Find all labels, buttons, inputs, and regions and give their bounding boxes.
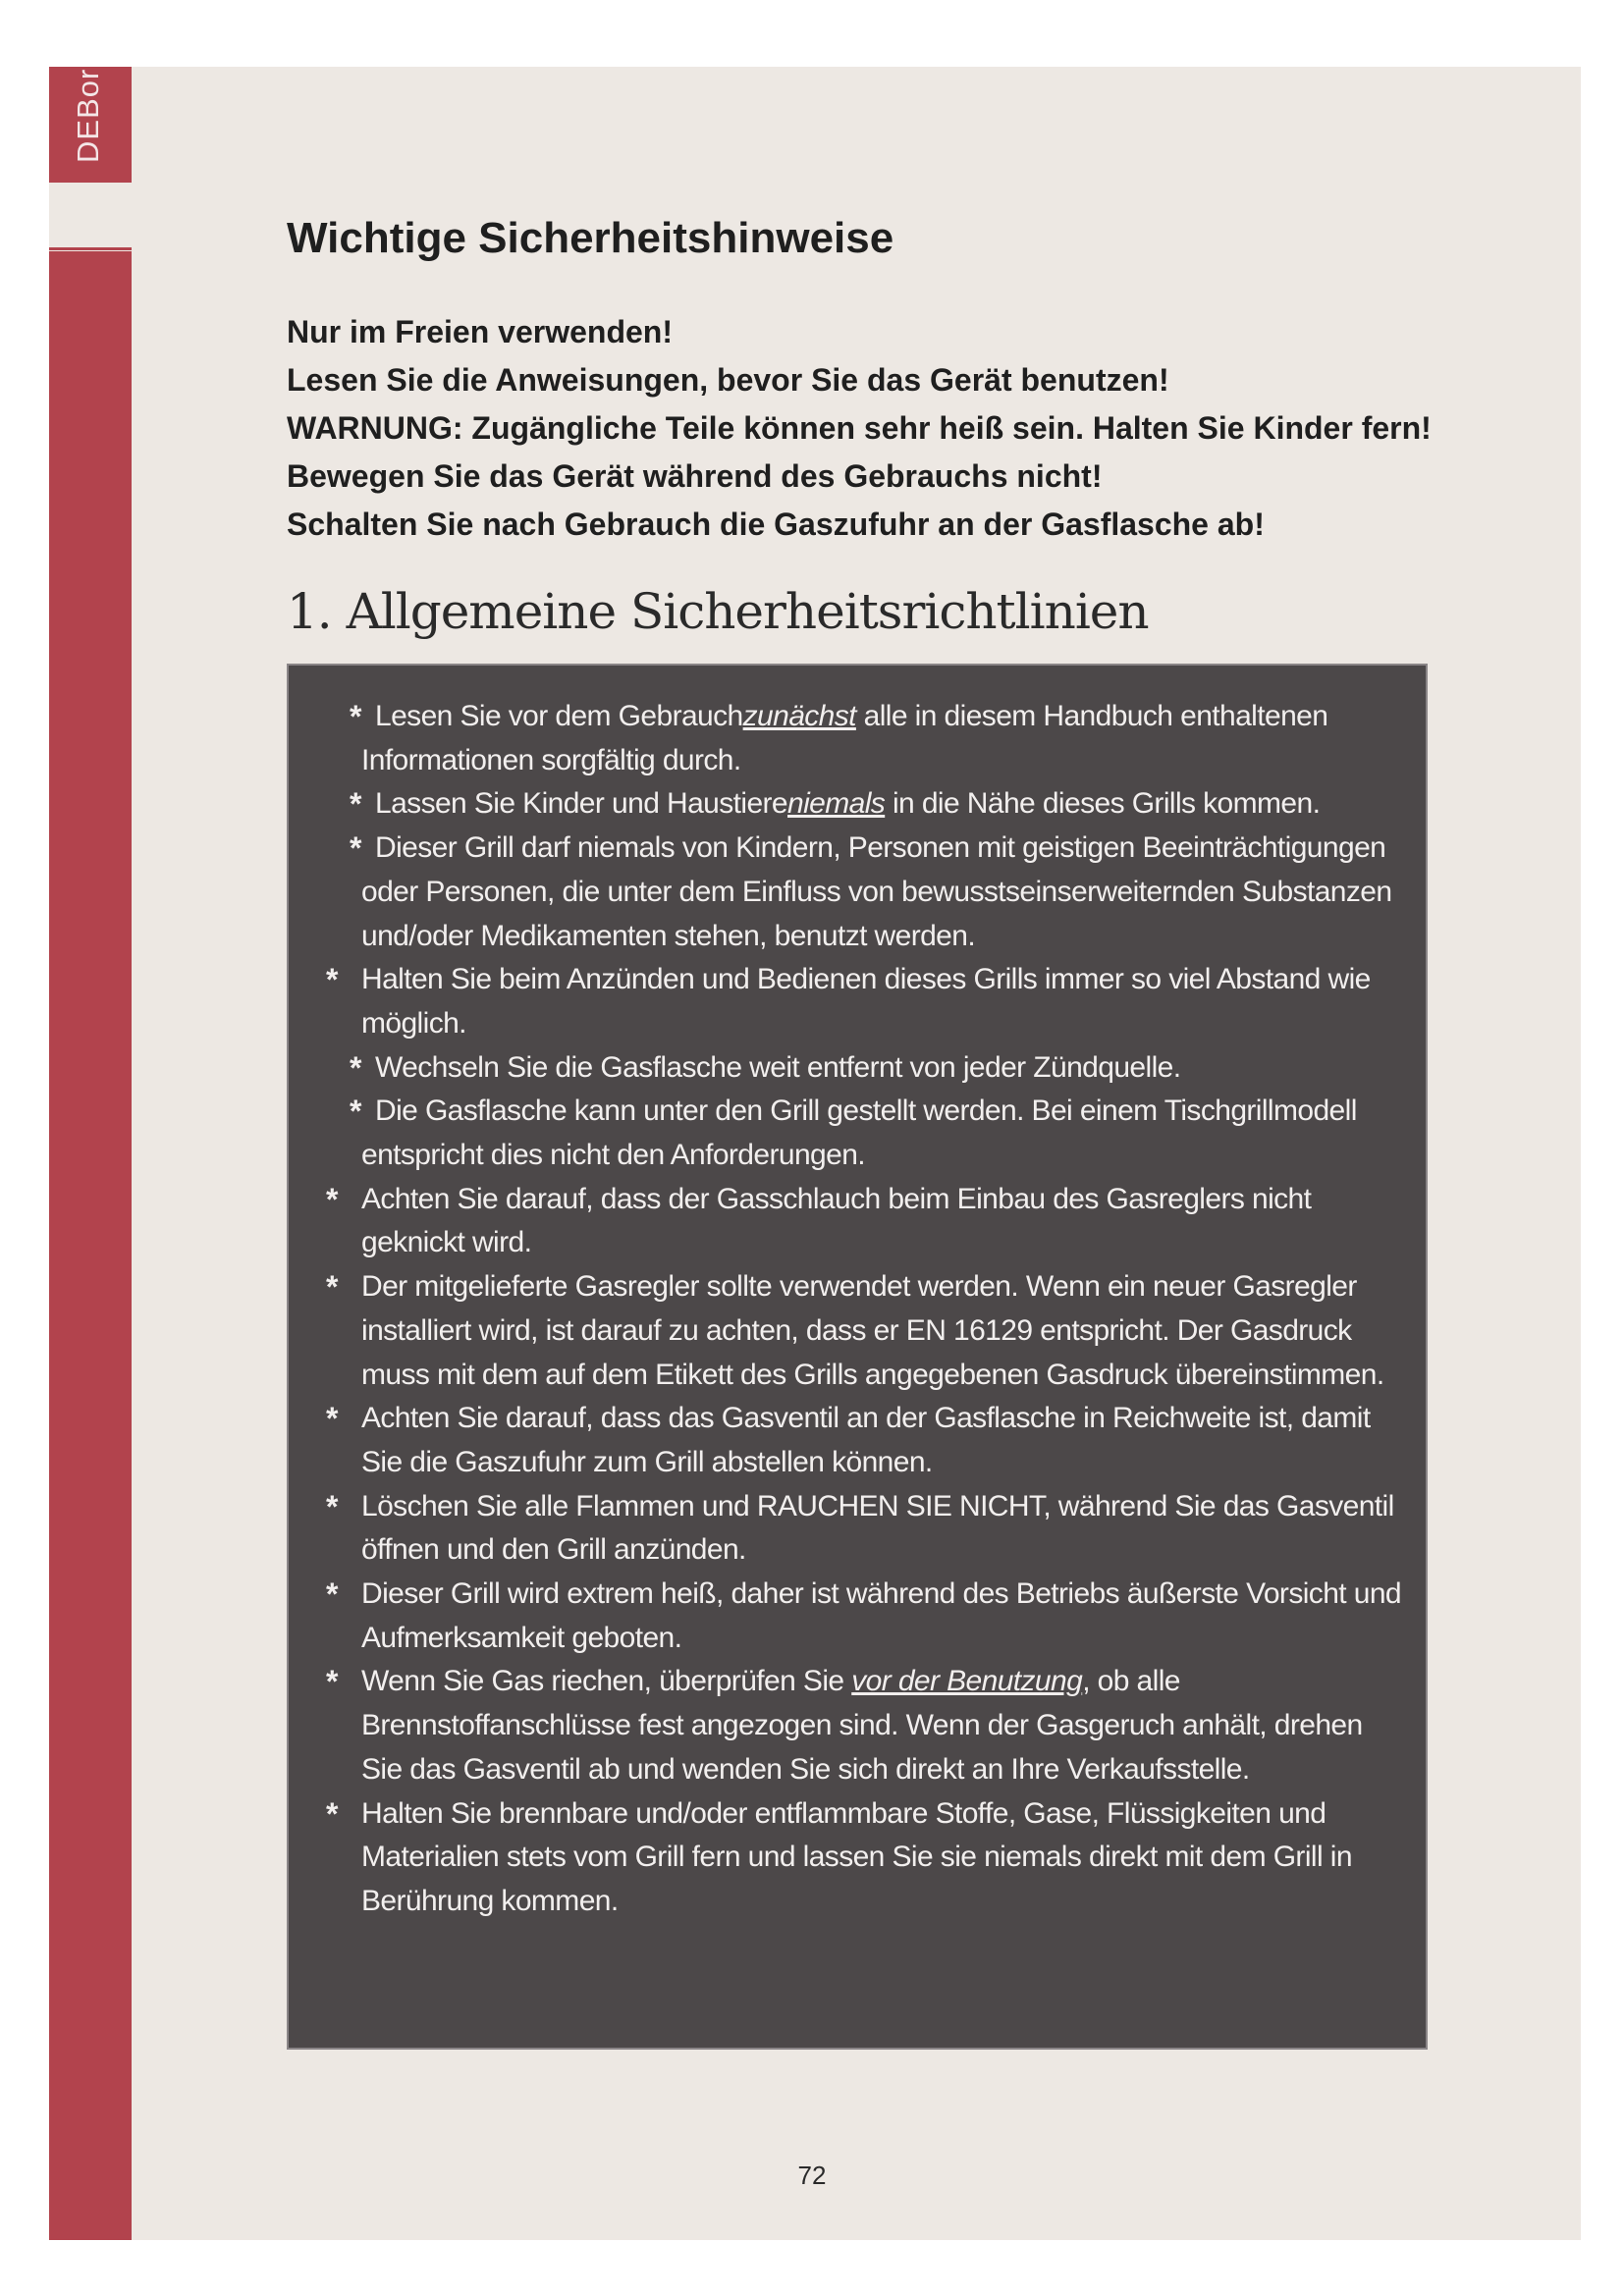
bullet-star: * [350,1094,361,1130]
bullet-star: * [350,699,361,734]
guideline-text: in die Nähe dieses Grills kommen. [885,787,1321,821]
safety-guidelines-box [287,664,1428,2050]
guideline-item [289,1660,1428,1791]
warning-list [287,308,1432,549]
sidebar-accent-bar [49,251,132,2240]
bullet-star: * [350,1049,361,1086]
bullet-star: * [326,1269,338,1306]
guideline-text: , ob alle Brennstoffanschlüsse fest angezogen sind. Wenn der Gasgeruch anhält, drehen Sie das Gasventil ab und wenden Sie sich direkt an Ihre Verkaufsstelle. [361,1665,1363,1786]
guideline-emphasis: niemals [787,787,886,821]
guideline-item [289,782,1428,827]
guideline-text: Wechseln Sie die Gasflasche weit entfernt von jeder Zündquelle. [375,1050,1181,1084]
warning-item: Bewegen Sie das Gerät während des Gebrauchs nicht! [287,458,1103,494]
guideline-emphasis: vor der Benutzung [851,1665,1083,1698]
guideline-item [289,1090,1428,1177]
guideline-text: Der mitgelieferte Gasregler sollte verwendet werden. Wenn ein neuer Gasregler installiert wird, ist darauf zu achten, dass er EN 16129 entspricht. Der Gasdruck muss mit dem auf dem Etikett des Grills angegebenen Gasdruck übereinstimmen. [361,1270,1384,1391]
bullet-star: * [326,1664,338,1700]
sidebar-divider [49,247,132,250]
bullet-star: * [326,962,338,998]
guideline-text: alle in diesem Handbuch enthaltenen Informationen sorgfältig durch. [361,700,1328,776]
guideline-text: Lassen Sie Kinder und Haustiere [375,787,788,821]
guideline-text: Achten Sie darauf, dass das Gasventil an der Gasflasche in Reichweite ist, damit Sie die Gaszufuhr zum Grill abstellen können. [361,1402,1371,1478]
page-title: Wichtige Sicherheitshinweise [287,214,894,262]
bullet-star: * [326,1488,338,1524]
guideline-text: Halten Sie brennbare und/oder entflammbare Stoffe, Gase, Flüssigkeiten und Materialien stets vom Grill fern und lassen Sie sie niemals direkt mit dem Grill in Berührung kommen. [361,1796,1352,1917]
guideline-item [289,1485,1428,1573]
guideline-text: Dieser Grill wird extrem heiß, daher ist während des Betriebs äußerste Vorsicht und Aufmerksamkeit geboten. [361,1577,1401,1654]
bullet-star: * [350,830,361,867]
guideline-text: Lesen Sie vor dem Gebrauch [375,700,743,732]
sidebar [49,67,132,2240]
warning-item: Schalten Sie nach Gebrauch die Gaszufuhr an der Gasflasche ab! [287,507,1265,542]
guideline-text: Die Gasflasche kann unter den Grill gestellt werden. Bei einem Tischgrillmodell entspricht dies nicht den Anforderungen. [361,1095,1357,1172]
guideline-item [289,958,1428,1045]
warning-item: WARNUNG: Zugängliche Teile können sehr heiß sein. Halten Sie Kinder fern! [287,410,1432,446]
guideline-item [289,1178,1428,1265]
language-tab-label: DEBor [71,68,105,163]
guideline-item [289,1792,1428,1924]
bullet-star: * [350,786,361,823]
guideline-list [289,695,1428,1924]
guideline-text: Wenn Sie Gas riechen, überprüfen Sie [361,1665,852,1698]
guideline-item [289,827,1428,958]
warning-item: Lesen Sie die Anweisungen, bevor Sie das Gerät benutzen! [287,362,1169,398]
guideline-emphasis: zunächst [742,700,856,732]
page-number: 72 [797,2161,827,2190]
guideline-item [289,1397,1428,1484]
bullet-star: * [326,1576,338,1613]
guideline-item [289,1265,1428,1397]
guideline-text: Halten Sie beim Anzünden und Bedienen dieses Grills immer so viel Abstand wie möglich. [361,963,1371,1040]
warning-item: Nur im Freien verwenden! [287,314,673,349]
guideline-text: Löschen Sie alle Flammen und RAUCHEN SIE NICHT, während Sie das Gasventil öffnen und den Grill anzünden. [361,1489,1394,1567]
bullet-star: * [326,1181,338,1217]
language-tab[interactable] [49,67,132,183]
guideline-item [289,1573,1428,1660]
guideline-text: Dieser Grill darf niemals von Kindern, Personen mit geistigen Beeinträchtigungen oder Personen, die unter dem Einfluss von bewusstseinserweiternden Substanzen und/oder Medikamenten stehen, benutzt werden. [361,831,1392,952]
guideline-item [289,1046,1428,1091]
bullet-star: * [326,1401,338,1437]
guideline-item [289,695,1428,782]
guideline-text: Achten Sie darauf, dass der Gasschlauch beim Einbau des Gasreglers nicht geknickt wird. [361,1182,1312,1259]
bullet-star: * [326,1795,338,1832]
section-title: 1. Allgemeine Sicherheitsrichtlinien [287,583,1149,640]
